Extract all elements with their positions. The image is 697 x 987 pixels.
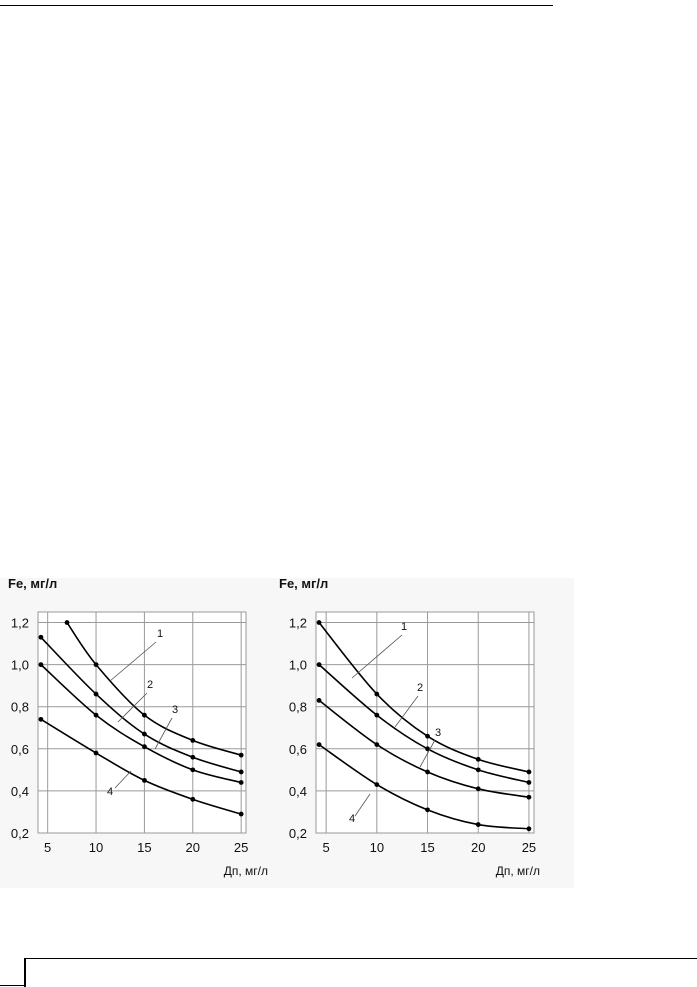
data-point [425,807,430,812]
data-point [142,744,147,749]
x-tick-label: 10 [88,840,104,855]
data-point [142,713,147,718]
data-point [39,717,44,722]
data-point [142,778,147,783]
data-point [527,770,532,775]
chart-left-svg [0,550,285,890]
y-tick-label: 0,2 [288,826,307,841]
data-point [65,620,70,625]
data-point [94,751,99,756]
y-tick-label: 0,8 [288,699,307,715]
top-rule [0,5,553,6]
series-label-3: 3 [434,727,442,739]
data-point [239,812,244,817]
plot-area [316,612,534,833]
series-label-2: 2 [146,679,154,691]
data-point [425,770,430,775]
x-tick-label: 25 [233,840,249,855]
data-point [142,732,147,737]
series-label-4: 4 [106,786,114,798]
data-point [190,797,195,802]
y-axis-label: Fe, мг/л [279,576,329,591]
data-point [317,742,322,747]
data-point [39,662,44,667]
data-point [374,692,379,697]
x-tick-label: 25 [521,840,537,855]
data-point [527,795,532,800]
x-tick-label: 15 [137,840,152,855]
data-point [374,782,379,787]
data-point [527,780,532,785]
y-tick-label: 0,2 [10,826,29,841]
series-label-4: 4 [348,813,356,825]
data-point [317,662,322,667]
y-tick-label: 0,4 [288,783,307,799]
page-frame-bottom [25,958,697,959]
x-tick-label: 15 [420,840,435,855]
data-point [239,780,244,785]
y-axis-label: Fe, мг/л [8,576,58,591]
x-axis-label: Дп, мг/л [495,864,540,878]
data-point [374,713,379,718]
data-point [239,770,244,775]
data-point [476,822,481,827]
x-tick-label: 10 [369,840,385,855]
data-point [39,635,44,640]
x-tick-label: 20 [185,840,201,855]
data-point [476,757,481,762]
data-point [94,713,99,718]
y-tick-label: 0,4 [10,783,29,799]
data-point [239,753,244,758]
data-point [476,767,481,772]
page-frame-stub [0,985,24,986]
plot-area [38,612,246,833]
x-axis-label: Дп, мг/л [223,864,268,878]
data-point [190,755,195,760]
data-point [190,738,195,743]
page-frame-corner [24,958,26,987]
data-point [527,826,532,831]
data-point [94,692,99,697]
x-tick-label: 20 [470,840,486,855]
y-tick-label: 1,2 [10,615,29,631]
y-tick-label: 0,8 [10,699,29,715]
data-point [425,734,430,739]
data-point [317,698,322,703]
x-tick-label: 5 [44,840,52,855]
series-label-2: 2 [416,682,424,694]
chart-right [270,550,560,890]
y-tick-label: 1,2 [288,615,307,631]
data-point [190,767,195,772]
x-tick-label: 5 [322,840,330,855]
series-label-3: 3 [171,704,179,716]
data-point [317,620,322,625]
series-label-1: 1 [400,621,408,633]
y-tick-label: 1,0 [288,657,307,673]
data-point [374,742,379,747]
y-tick-label: 1,0 [10,657,29,673]
y-tick-label: 0,6 [10,741,29,757]
chart-left [0,550,285,890]
data-point [476,786,481,791]
y-tick-label: 0,6 [288,741,307,757]
series-label-1: 1 [156,628,164,640]
chart-right-svg [270,550,560,890]
data-point [94,662,99,667]
